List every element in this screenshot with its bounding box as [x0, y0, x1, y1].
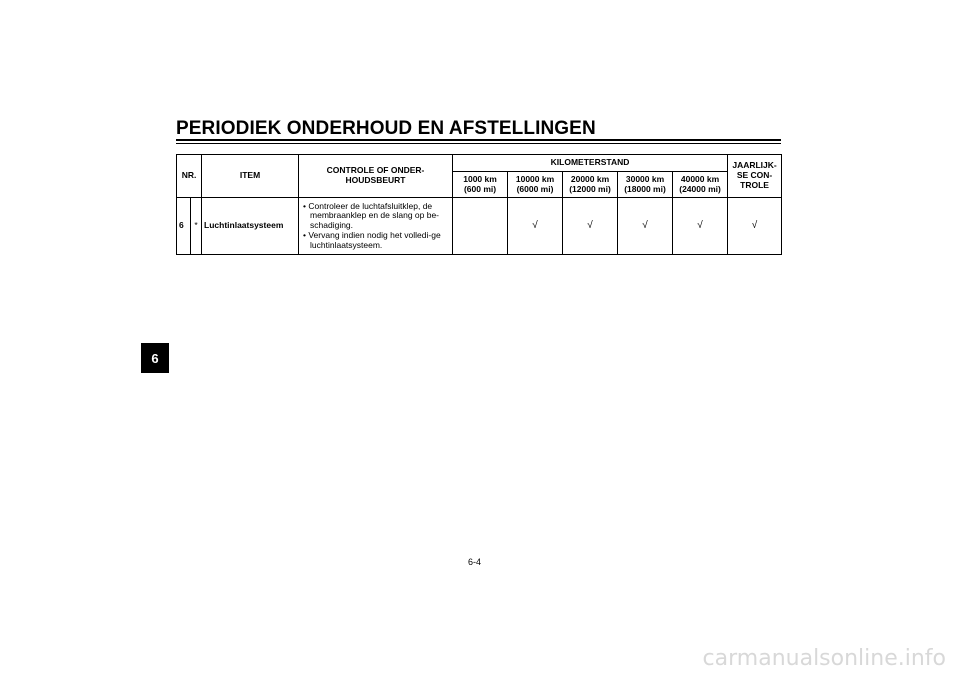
control-step: • Vervang indien nodig het volledi-ge luchtinlaatsysteem.	[301, 231, 450, 251]
header-km-30000: 30000 km (18000 mi)	[618, 172, 673, 198]
check-annual: √	[728, 198, 782, 255]
row-number: 6	[177, 198, 191, 255]
chapter-tab[interactable]: 6	[141, 343, 169, 373]
header-km-1000: 1000 km (600 mi)	[453, 172, 508, 198]
check-km-1000	[453, 198, 508, 255]
header-km-20000: 20000 km (12000 mi)	[563, 172, 618, 198]
header-control: CONTROLE OF ONDER- HOUDSBEURT	[299, 155, 453, 198]
page-number: 6-4	[468, 557, 482, 567]
header-kilometerstand: KILOMETERSTAND	[453, 155, 728, 172]
watermark: carmanualsonline.info	[702, 646, 946, 671]
header-nr: NR.	[177, 155, 202, 198]
row-control	[299, 198, 453, 255]
title-rule-thin	[176, 143, 781, 144]
header-km-40000: 40000 km (24000 mi)	[673, 172, 728, 198]
row-item: Luchtinlaatsysteem	[202, 198, 299, 255]
check-km-20000: √	[563, 198, 618, 255]
header-km-10000: 10000 km (6000 mi)	[508, 172, 563, 198]
check-km-30000: √	[618, 198, 673, 255]
title-rule-thick	[176, 139, 781, 141]
control-step: • Controleer de luchtafsluitklep, de membraanklep en de slang op be-schadiging.	[301, 202, 450, 231]
row-mark: *	[191, 198, 202, 255]
check-km-40000: √	[673, 198, 728, 255]
check-km-10000: √	[508, 198, 563, 255]
header-item: ITEM	[202, 155, 299, 198]
table-row	[177, 198, 782, 255]
maintenance-table	[176, 154, 782, 255]
page-title: PERIODIEK ONDERHOUD EN AFSTELLINGEN	[176, 118, 596, 139]
header-annual-check: JAARLIJK- SE CON- TROLE	[728, 155, 782, 198]
